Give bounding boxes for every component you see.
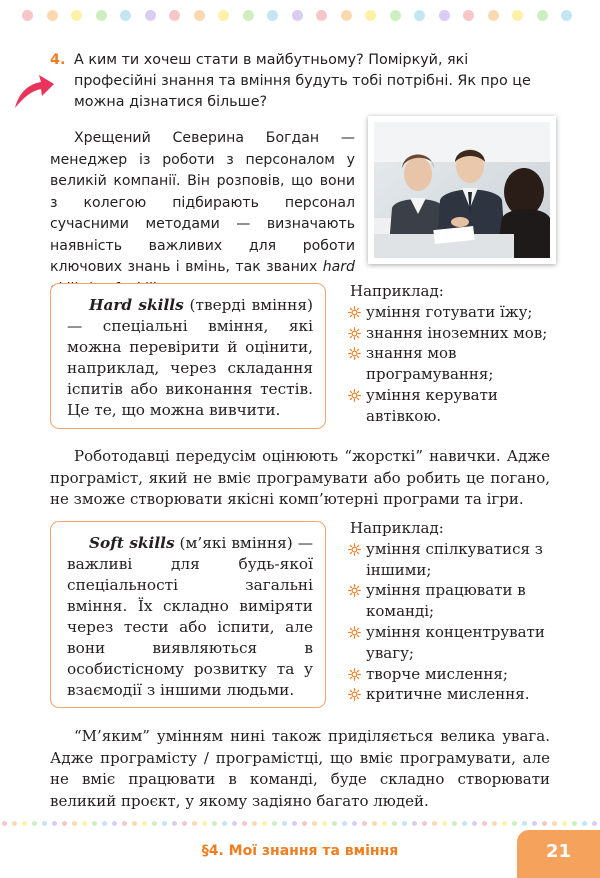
decorative-dot	[252, 821, 257, 826]
sun-bullet-icon	[348, 688, 361, 701]
soft-skills-term: Soft skills	[89, 534, 175, 552]
decorative-dot	[267, 10, 278, 21]
employers-paragraph	[50, 446, 550, 511]
decorative-dot	[62, 821, 67, 826]
sun-bullet-icon	[348, 668, 361, 681]
intro-text: Хрещений Северина Богдан — менеджер із роботи з персоналом у великій компанії. Він розповів, що вони з колегою підбирають персонал сучасними методами — визначають наявність важливих для роботи ключових знань і вмінь, так званих	[50, 130, 355, 275]
hard-skills-text: (тверді вміння) — спеціальні вміння, які можна перевірити й оцінити, наприклад, через складання іспитів або виконання тестів. Це те, що можна вивчити.	[67, 296, 313, 419]
decorative-dot	[22, 821, 27, 826]
decorative-dot	[312, 821, 317, 826]
decorative-dot	[47, 10, 58, 21]
hard-skills-definition	[50, 283, 326, 429]
intro-paragraph	[50, 128, 355, 300]
decorative-dot	[132, 821, 137, 826]
decorative-dot	[352, 821, 357, 826]
decorative-dot	[552, 821, 557, 826]
decorative-dot	[194, 10, 205, 21]
decorative-dot	[32, 821, 37, 826]
decorative-dot	[102, 821, 107, 826]
decorative-dot	[82, 821, 87, 826]
list-item	[348, 622, 563, 664]
meeting-illustration	[374, 122, 550, 258]
decorative-dot	[462, 821, 467, 826]
soft-skills-text: (м’які вміння) — важливі для будь-якої спеціальності загальні вміння. Їх складно виміряти через тести або іспити, але вони виявляються в особистісному розвитку та у взаємодії з іншими людьми.	[67, 534, 313, 699]
list-item	[348, 323, 563, 344]
list-item-text: знання іноземних мов;	[366, 323, 548, 342]
decorative-dot	[512, 10, 523, 21]
decorative-dot	[96, 10, 107, 21]
list-item	[348, 302, 563, 323]
decorative-dot	[390, 10, 401, 21]
bottom-decorative-dots	[0, 819, 600, 829]
decorative-dot	[414, 10, 425, 21]
decorative-dot	[488, 10, 499, 21]
list-item-text: критичне мислення.	[366, 685, 530, 704]
task-number: 4.	[50, 52, 66, 68]
list-item	[348, 664, 563, 685]
list-item-text: уміння спілкуватися з іншими;	[366, 539, 543, 579]
decorative-dot	[422, 821, 427, 826]
decorative-dot	[71, 10, 82, 21]
decorative-dot	[52, 821, 57, 826]
list-item-text: уміння готувати їжу;	[366, 302, 533, 321]
decorative-dot	[452, 821, 457, 826]
list-item-text: творче мислення;	[366, 664, 508, 683]
decorative-dot	[302, 821, 307, 826]
hard-skills-examples	[348, 281, 563, 427]
decorative-dot	[365, 10, 376, 21]
decorative-dot	[592, 821, 597, 826]
decorative-dot	[572, 821, 577, 826]
decorative-dot	[472, 821, 477, 826]
decorative-dot	[542, 821, 547, 826]
decorative-dot	[482, 821, 487, 826]
examples-heading: Наприклад:	[350, 519, 444, 537]
sun-bullet-icon	[348, 347, 361, 360]
list-item-text: уміння керувати автівкою.	[366, 385, 498, 425]
list-item-text: знання мов програмування;	[366, 344, 494, 384]
decorative-dot	[212, 821, 217, 826]
decorative-dot	[532, 821, 537, 826]
decorative-dot	[282, 821, 287, 826]
decorative-dot	[412, 821, 417, 826]
list-item-text: уміння працювати в команді;	[366, 581, 526, 621]
decorative-dot	[169, 10, 180, 21]
sun-bullet-icon	[348, 327, 361, 340]
examples-heading: Наприклад:	[350, 282, 444, 300]
task-question: А ким ти хочеш стати в майбутньому? Поміркуй, які професійні знання та вміння будуть тобі потрібні. Як про це можна дізнатися більше?	[74, 52, 531, 110]
decorative-dot	[342, 821, 347, 826]
decorative-dot	[322, 821, 327, 826]
decorative-dot	[72, 821, 77, 826]
decorative-dot	[332, 821, 337, 826]
decorative-dot	[152, 821, 157, 826]
decorative-dot	[522, 821, 527, 826]
decorative-dot	[142, 821, 147, 826]
decorative-dot	[232, 821, 237, 826]
decorative-dot	[382, 821, 387, 826]
decorative-dot	[202, 821, 207, 826]
page-number: 21	[545, 841, 572, 862]
decorative-dot	[582, 821, 587, 826]
office-photo	[368, 116, 556, 264]
decorative-dot	[372, 821, 377, 826]
decorative-dot	[112, 821, 117, 826]
decorative-dot	[162, 821, 167, 826]
decorative-dot	[341, 10, 352, 21]
decorative-dot	[439, 10, 450, 21]
list-item	[348, 580, 563, 622]
decorative-dot	[262, 821, 267, 826]
decorative-dot	[537, 10, 548, 21]
list-item	[348, 385, 563, 427]
decorative-dot	[122, 821, 127, 826]
decorative-dot	[502, 821, 507, 826]
soft-skills-examples	[348, 518, 563, 705]
page-number-tab	[517, 830, 600, 878]
decorative-dot	[362, 821, 367, 826]
decorative-dot	[463, 10, 474, 21]
decorative-dot	[432, 821, 437, 826]
decorative-dot	[292, 10, 303, 21]
examples-list	[348, 539, 563, 705]
decorative-dot	[222, 821, 227, 826]
soft-skills-definition	[50, 521, 326, 708]
soft-skills-importance-paragraph	[50, 726, 550, 812]
list-item	[348, 684, 563, 705]
soft-skills-importance-text: “М’яким” умінням нині також приділяється велика увага. Адже програмісту / програмістці, що вміє програмувати, але не вміє працювати в команді, буде складно створювати великий проєкт, у якому задіяно багато людей.	[50, 727, 550, 810]
intro-term-hard: hard	[322, 259, 355, 275]
section-title: §4. Мої знання та вміння	[201, 843, 399, 859]
sun-bullet-icon	[348, 584, 361, 597]
decorative-dot	[316, 10, 327, 21]
decorative-dot	[42, 821, 47, 826]
decorative-dot	[192, 821, 197, 826]
decorative-dot	[218, 10, 229, 21]
decorative-dot	[402, 821, 407, 826]
decorative-dot	[145, 10, 156, 21]
decorative-dot	[12, 821, 17, 826]
decorative-dot	[120, 10, 131, 21]
decorative-dot	[243, 10, 254, 21]
arrow-icon	[13, 72, 55, 110]
decorative-dot	[172, 821, 177, 826]
decorative-dot	[242, 821, 247, 826]
sun-bullet-icon	[348, 389, 361, 402]
decorative-dot	[292, 821, 297, 826]
decorative-dot	[92, 821, 97, 826]
list-item	[348, 539, 563, 581]
decorative-dot	[182, 821, 187, 826]
list-item-text: уміння концентрувати увагу;	[366, 622, 545, 662]
decorative-dot	[392, 821, 397, 826]
decorative-dot	[492, 821, 497, 826]
decorative-dot	[512, 821, 517, 826]
top-decorative-dots	[22, 8, 582, 22]
sun-bullet-icon	[348, 626, 361, 639]
list-item	[348, 343, 563, 385]
decorative-dot	[272, 821, 277, 826]
employers-text: Роботодавці передусім оцінюють “жорсткі” навички. Адже програміст, який не вміє програмувати або робить це погано, не зможе створювати якісні комп’ютерні програми та ігри.	[50, 447, 550, 508]
hard-skills-term: Hard skills	[89, 296, 184, 314]
decorative-dot	[22, 10, 33, 21]
sun-bullet-icon	[348, 543, 361, 556]
decorative-dot	[561, 10, 572, 21]
decorative-dot	[2, 821, 7, 826]
sun-bullet-icon	[348, 306, 361, 319]
decorative-dot	[562, 821, 567, 826]
examples-list	[348, 302, 563, 427]
decorative-dot	[442, 821, 447, 826]
